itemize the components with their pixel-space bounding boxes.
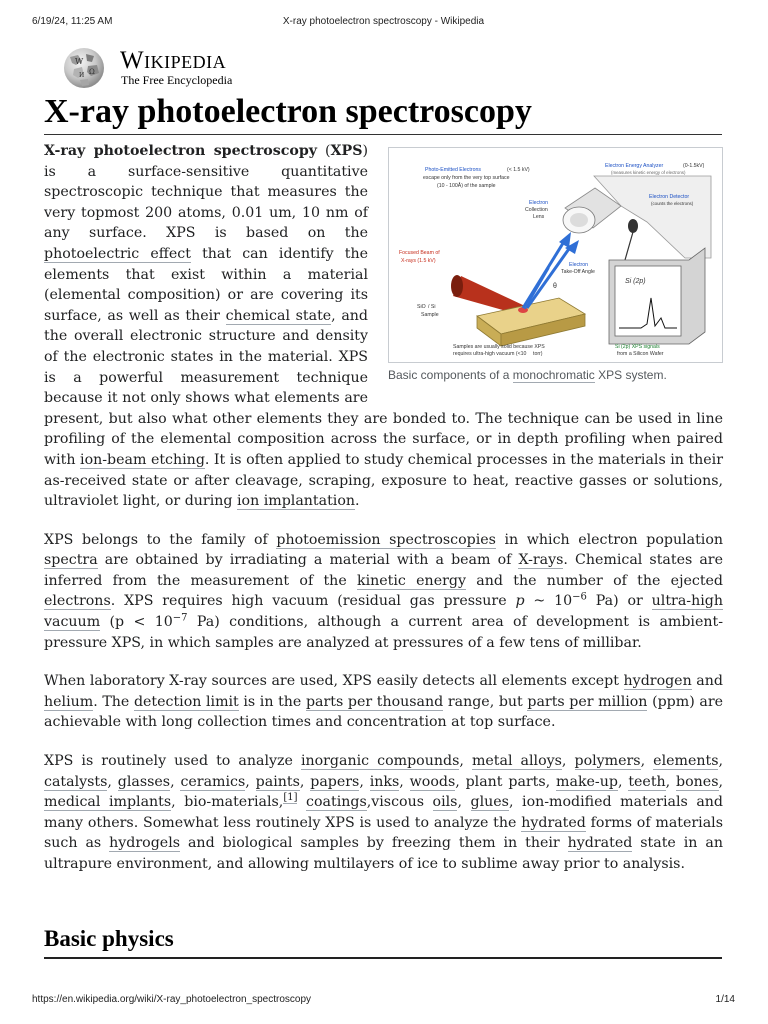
link-medical-implants[interactable]: medical implants <box>44 794 172 811</box>
link-coatings[interactable]: coatings <box>306 794 367 811</box>
link-photoelectric-effect[interactable]: photoelectric effect <box>44 245 191 262</box>
fig-label-collection-3: Lens <box>533 214 545 220</box>
text: , <box>665 773 677 790</box>
fig-label-signals-2: from a Silicon Wafer <box>617 351 664 357</box>
text: and <box>691 673 723 690</box>
link-ion-beam-etching[interactable]: ion-beam etching <box>80 451 205 468</box>
fig-label-energy-analyzer-kv: (0-1.5kV) <box>683 163 705 169</box>
link-bones[interactable]: bones <box>676 773 719 790</box>
text: , <box>459 753 472 770</box>
text: state in an ultrapure environment, and allowing multilayers of ice to sublime away prior to analysis. <box>44 835 723 872</box>
paragraph-detection <box>44 671 723 733</box>
lead-abbr: XPS <box>330 143 363 159</box>
text: Pa) conditions, although a current area of development is ambient-pressure XPS, in which samples are analyzed at pressures of a few tens of millibar. <box>44 614 723 651</box>
text: Pa) or <box>586 593 652 610</box>
text: , <box>718 753 723 770</box>
text: are obtained by irradiating a material with a beam of <box>97 552 519 569</box>
text: is in the <box>238 693 306 710</box>
link-hydrated[interactable]: hydrated <box>521 814 586 831</box>
link-hydrated[interactable]: hydrated <box>567 835 633 852</box>
section-heading-basic-physics: Basic physics <box>44 926 174 951</box>
link-woods[interactable]: woods <box>409 773 456 790</box>
fig-label-vacuum-2: requires ultra-high vacuum (<10 <box>453 351 527 357</box>
link-teeth[interactable]: teeth <box>628 773 666 790</box>
section-divider <box>44 957 722 959</box>
fig-label-photo-emitted-kv: (< 1.5 kV) <box>507 167 530 173</box>
text: ,viscous <box>366 794 433 811</box>
reference-1[interactable]: [1] <box>283 792 298 804</box>
link-monochromatic[interactable]: monochromatic <box>512 368 595 382</box>
link-elements[interactable]: elements <box>653 753 719 770</box>
fig-label-signals-1: Si (2p) XPS signals <box>615 344 660 350</box>
text: , <box>359 773 370 790</box>
caption-post: XPS system. <box>594 368 667 382</box>
energy-analyzer-shape <box>563 176 711 260</box>
fig-label-takeoff-2: Take-Off Angle <box>561 269 595 275</box>
fig-label-measures: (measures kinetic energy of electrons) <box>611 170 686 175</box>
xps-diagram[interactable] <box>388 147 723 363</box>
fig-label-focused-2: X-rays (1.5 kV) <box>401 258 436 264</box>
fig-label-takeoff-1: Electron <box>569 262 589 268</box>
text: ~ 10 <box>524 593 573 610</box>
caption-pre: Basic components of a <box>388 368 513 382</box>
fig-label-graph: Si (2p) <box>625 278 646 285</box>
exponent: −6 <box>572 591 587 603</box>
text: , and the overall electronic structure and density of the electronic states in the material. XPS is a powerful measurement technique because it not only shows what elements are present, but also what other elements they are bonded to. The technique can be used in line profiling of the elemental composition across the surface, or in depth profiling when paired with <box>44 307 723 468</box>
text: , <box>561 753 575 770</box>
figure-caption <box>388 367 723 383</box>
link-hydrogels[interactable]: hydrogels <box>109 835 181 852</box>
wikipedia-logo[interactable] <box>60 45 280 91</box>
print-timestamp: 6/19/24, 11:25 AM <box>32 16 113 27</box>
fig-label-photo-emitted: Photo-Emitted Electrons <box>425 167 481 173</box>
wikipedia-tagline: The Free Encyclopedia <box>121 73 233 87</box>
link-inks[interactable]: inks <box>369 773 400 790</box>
text: , <box>299 773 311 790</box>
infobox-figure <box>388 147 723 383</box>
text: ) is a surface-sensitive quantitative spectroscopic technique that measures the very topmost 200 atoms, 0.01 um, 10 nm of any surface. XPS is based on the <box>44 143 368 242</box>
text: in which electron population <box>495 531 723 548</box>
fig-label-vacuum-3: torr) <box>533 351 543 357</box>
wikipedia-globe-icon <box>60 45 112 91</box>
svg-text:W: W <box>75 57 84 66</box>
text: , <box>617 773 629 790</box>
link-spectra[interactable]: spectra <box>44 552 98 569</box>
text: , ion-modified materials and many others. Somewhat less routinely XPS is used to analyze the <box>44 794 724 831</box>
print-page-number: 1/14 <box>715 994 735 1005</box>
text: . It is often applied to study chemical processes in the materials in their as-received state or after cleavage, scraping, exposure to heat, reactive gasses or solutions, ultraviolet light, or during <box>44 451 723 510</box>
text: range, but <box>443 693 528 710</box>
link-parts-per-thousand[interactable]: parts per thousand <box>305 693 444 710</box>
lead-term: X-ray photoelectron spectroscopy <box>44 143 318 159</box>
svg-text:И: И <box>79 72 85 79</box>
text: . XPS requires high vacuum (residual gas pressure <box>110 593 516 610</box>
text: . <box>355 493 360 510</box>
text: , plant parts, <box>455 773 557 790</box>
text: (p < 10 <box>100 614 173 631</box>
text: ( <box>317 143 331 159</box>
text: XPS is routinely used to analyze <box>44 753 301 770</box>
link-ceramics[interactable]: ceramics <box>180 773 246 790</box>
text: , <box>107 773 118 790</box>
text <box>297 794 306 810</box>
link-hydrogen[interactable]: hydrogen <box>623 673 692 690</box>
paragraph-applications <box>44 751 723 875</box>
title-divider <box>44 134 722 135</box>
fig-label-escape-1: escape only from the very top surface <box>423 175 510 181</box>
print-header <box>32 16 735 30</box>
text: , <box>245 773 256 790</box>
text: . The <box>93 693 134 710</box>
fig-label-counts: (counts the electrons) <box>651 201 694 206</box>
text: XPS belongs to the family of <box>44 531 277 548</box>
link-catalysts[interactable]: catalysts <box>44 773 108 790</box>
link-ultra-high-vacuum[interactable]: ultra-high vacuum <box>44 593 723 631</box>
fig-label-vacuum-1: Samples are usually solid because XPS <box>453 344 545 350</box>
link-electrons[interactable]: electrons <box>44 593 111 610</box>
print-footer <box>32 994 735 1008</box>
article-body <box>44 141 723 893</box>
fig-label-collection-1: Electron <box>529 200 549 206</box>
link-photoemission-spectroscopies[interactable]: photoemission spectroscopies <box>276 531 496 548</box>
page-title: X-ray photoelectron spectroscopy <box>44 93 532 130</box>
text: . Chemical states are inferred from the measurement of the <box>44 552 723 589</box>
text: , bio-materials, <box>171 794 284 811</box>
link-oils[interactable]: oils <box>432 794 458 811</box>
link-kinetic-energy[interactable]: kinetic energy <box>357 572 466 589</box>
text: (ppm) are achievable with long collection times and concentration at top surface. <box>44 693 724 731</box>
link-ion-implantation[interactable]: ion implantation <box>236 493 355 510</box>
link-glasses[interactable]: glasses <box>117 773 171 790</box>
text: When laboratory X-ray sources are used, XPS easily detects all elements except <box>44 673 624 690</box>
text: and biological samples by freezing them in their <box>180 835 568 852</box>
link-x-rays[interactable]: X-rays <box>518 552 564 569</box>
fig-label-detector: Electron Detector <box>649 194 690 200</box>
pressure-variable: p <box>515 593 525 610</box>
fig-label-energy-analyzer: Electron Energy Analyzer <box>605 163 664 169</box>
text: , <box>640 753 654 770</box>
text: forms of materials such as <box>44 814 723 852</box>
link-papers[interactable]: papers <box>310 773 360 790</box>
svg-text:Ω: Ω <box>89 68 95 76</box>
link-helium[interactable]: helium <box>44 693 94 710</box>
paragraph-photoemission <box>44 530 723 654</box>
text: , <box>399 773 410 790</box>
link-metal-alloys[interactable]: metal alloys <box>471 753 562 770</box>
fig-label-sample-1: SiO <box>417 304 426 310</box>
fig-label-escape-2: (10 - 100Å) of the sample <box>437 183 496 189</box>
link-chemical-state[interactable]: chemical state <box>225 307 332 324</box>
text: that can identify the elements that exist within a material (elemental composition) or are covering its surface, as well as their <box>44 245 368 324</box>
fig-label-focused-1: Focused Beam of <box>399 250 440 256</box>
text: , <box>170 773 181 790</box>
exponent: −7 <box>172 612 188 624</box>
link-parts-per-million[interactable]: parts per million <box>527 693 648 710</box>
fig-label-sample-si: / Si <box>428 304 436 310</box>
wikipedia-wordmark: Wikipedia <box>120 47 227 74</box>
link-paints[interactable]: paints <box>255 773 300 790</box>
print-url: https://en.wikipedia.org/wiki/X-ray_photoelectron_spectroscopy <box>32 994 312 1005</box>
text: , <box>718 773 724 790</box>
text: and the number of the ejected <box>465 572 723 589</box>
link-make-up[interactable]: make-up <box>556 773 618 790</box>
text: , <box>457 794 471 811</box>
link-inorganic-compounds[interactable]: inorganic compounds <box>300 753 460 770</box>
print-tab-title: X-ray photoelectron spectroscopy - Wikipedia <box>282 16 485 27</box>
fig-label-sample-2: Sample <box>421 312 439 318</box>
link-glues[interactable]: glues <box>470 794 509 811</box>
link-polymers[interactable]: polymers <box>574 753 641 770</box>
link-detection-limit[interactable]: detection limit <box>133 693 239 710</box>
fig-label-collection-2: Collection <box>525 207 548 213</box>
fig-label-theta: θ <box>553 283 557 290</box>
